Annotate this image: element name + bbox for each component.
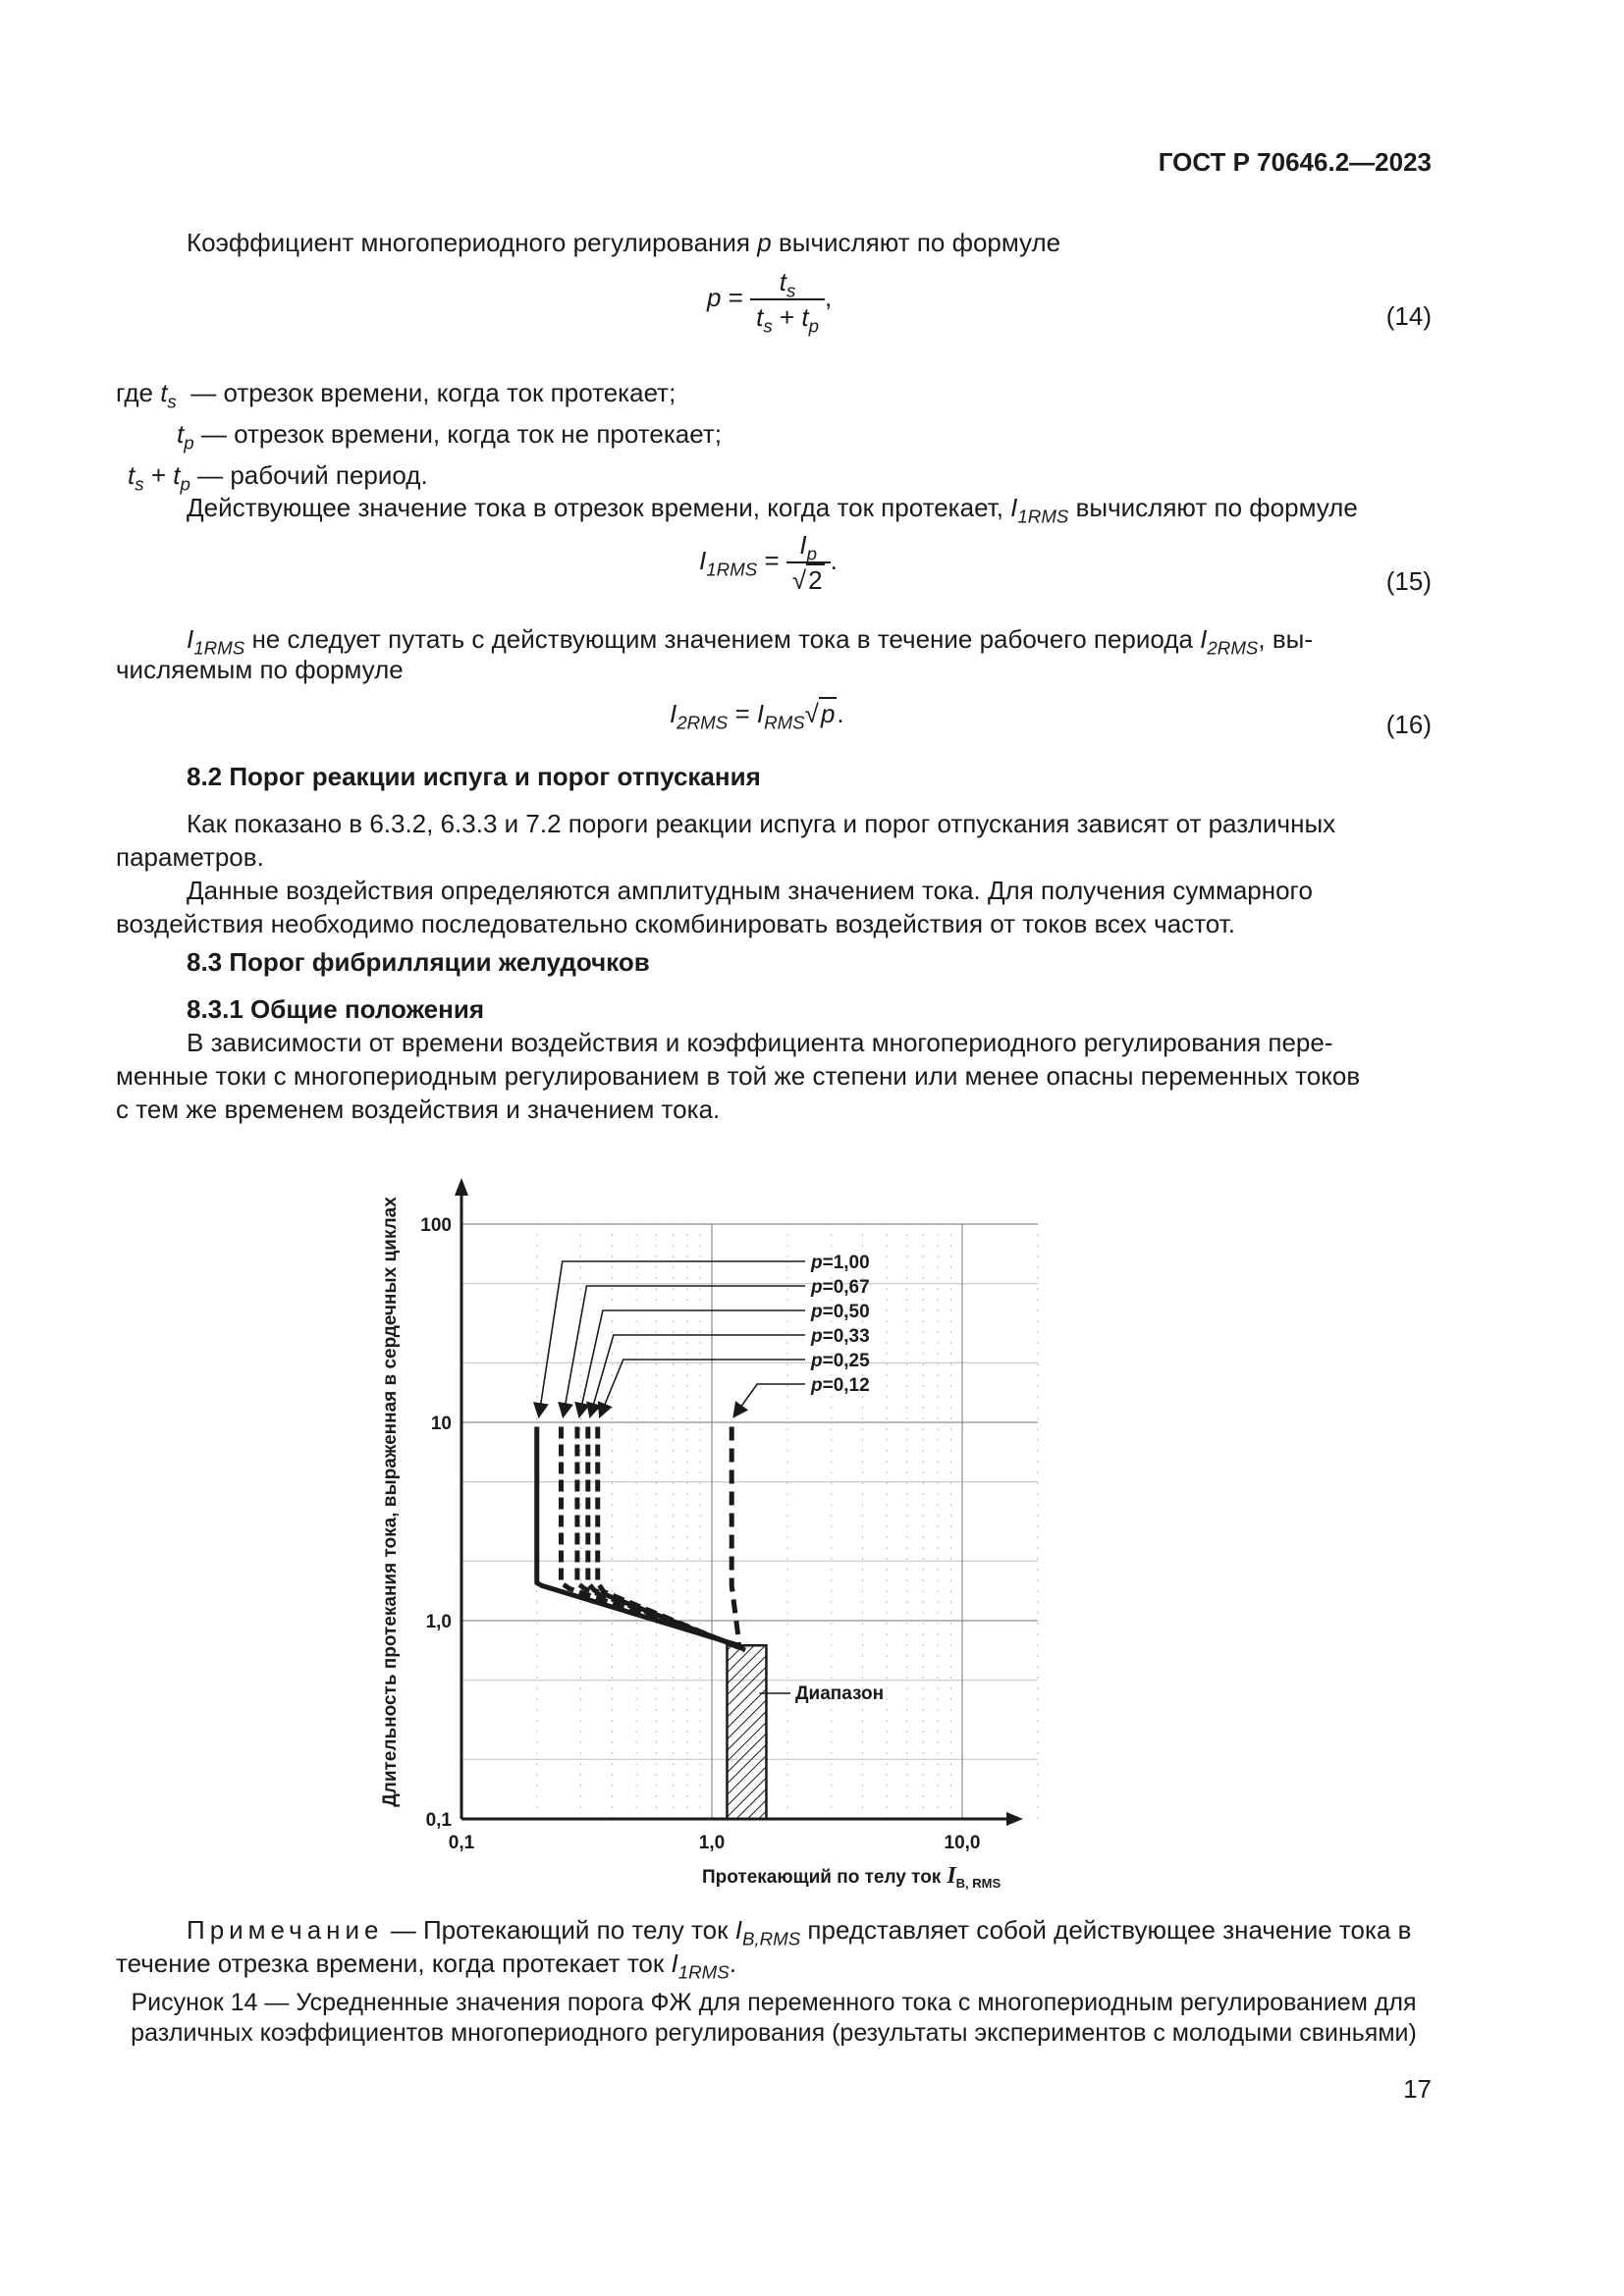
definition-ts: где $t_s$ — отрезок времени, когда ток протекает; [116, 378, 677, 412]
section-8-2-heading: 8.2 Порог реакции испуга и порог отпускания [187, 762, 761, 791]
legend-entry-4: p=0,25 [811, 1351, 870, 1371]
series-line-4 [598, 1426, 745, 1650]
legend-arrow-0 [539, 1261, 805, 1416]
section-8-2-p2b: воздействия необходимо последовательно скомбинировать воздействия от токов всех частот. [116, 909, 1235, 938]
x-axis-arrow [1006, 1812, 1023, 1826]
equation-number-14: (14) [1385, 301, 1432, 331]
y-tick-label: 0,1 [425, 1810, 452, 1831]
intro-suffix: вычисляют по формуле [778, 228, 1061, 257]
legend-arrow-4 [600, 1360, 805, 1416]
formula-14-eq: = [728, 282, 743, 312]
definition-tp-text: — отрезок времени, когда ток не протекает; [200, 419, 722, 449]
definition-tp: $t_p$ — отрезок времени, когда ток не протекает; [177, 419, 722, 454]
page-number: 17 [1403, 2074, 1432, 2104]
series-line-0 [537, 1426, 739, 1645]
section-8-2-p2: Данные воздействия определяются амплитудным значением тока. Для получения суммарного [187, 876, 1313, 905]
intro-paragraph [187, 226, 1060, 259]
chart-axes [455, 1178, 1023, 1826]
legend-entry-5: p=0,12 [811, 1375, 870, 1396]
definition-period-text: — рабочий период. [197, 460, 428, 490]
document-code: ГОСТ Р 70646.2—2023 [1158, 147, 1432, 177]
x-axis-label: Протекающий по телу ток $I_{B, RMS}$ [702, 1863, 1001, 1891]
series-line-2 [577, 1426, 742, 1647]
series-line-1 [561, 1426, 740, 1646]
legend-arrow-5 [733, 1384, 805, 1416]
intro-var: p [757, 228, 772, 257]
series-line-3 [588, 1426, 744, 1648]
legend-arrow-3 [590, 1335, 805, 1416]
section-8-2-p1b: параметров. [116, 842, 264, 872]
figure-caption-line2: различных коэффициентов многопериодного регулирования (результаты экспериментов с молодыми свиньями) [131, 2019, 1417, 2047]
range-annotation: Диапазон [795, 1683, 885, 1704]
equation-number-16: (16) [1385, 710, 1432, 739]
figure-note-line2: течение отрезка времени, когда протекает ток $I_{1RMS}$. [116, 1949, 736, 1983]
legend-entry-3: p=0,33 [811, 1326, 870, 1347]
section-8-3-1-p1: В зависимости от времени воздействия и коэффициента многопериодного регулирования пере- [187, 1028, 1333, 1057]
i1rms-paragraph: $I_{1RMS}$ не следует путать с действующим значением тока в течение рабочего периода $I_{2RMS}$, вы- [187, 624, 1313, 659]
figure-note: Примечание — Протекающий по телу ток $I_{B,RMS}$ представляет собой действующее значение тока в [187, 1915, 1412, 1949]
series-line-5 [731, 1426, 738, 1645]
y-tick-label: 100 [420, 1215, 452, 1236]
formula-14-lhs: p [707, 282, 722, 312]
definition-ts-text: — отрезок времени, когда ток протекает; [190, 378, 677, 407]
formula-14 [707, 265, 833, 337]
legend-entry-0: p=1,00 [811, 1253, 870, 1273]
legend-arrow-1 [563, 1286, 805, 1416]
section-8-3-1-p1b: менные токи с многопериодным регулированием в той же степени или менее опасны переменных токов [116, 1061, 1361, 1091]
legend-entry-1: p=0,67 [811, 1277, 870, 1298]
x-tick-label: 0,1 [448, 1833, 475, 1853]
intro-text: Коэффициент многопериодного регулирования [187, 228, 750, 257]
figure-caption [116, 1988, 1432, 2049]
legend-arrow-2 [579, 1310, 805, 1416]
y-tick-label: 10 [430, 1414, 452, 1434]
section-8-3-1-heading: 8.3.1 Общие положения [187, 994, 484, 1024]
definition-period: $t_s + t_p$ — рабочий период. [128, 460, 428, 495]
legend-entry-2: p=0,50 [811, 1302, 870, 1322]
formula-15-fraction: $\frac{I_p}{√2}$ [786, 528, 831, 597]
formula-16: $I_{2RMS} = I_{RMS}√p$. [670, 699, 844, 733]
formula-15: $I_{1RMS}$ = $\frac{I_p}{√2}$ . [699, 530, 838, 595]
i1rms-paragraph-line2: числяемым по формуле [116, 655, 404, 684]
y-axis-label: Длительность протекания тока, выраженная в сердечных циклах [380, 1197, 401, 1807]
section-8-3-heading: 8.3 Порог фибрилляции желудочков [187, 947, 650, 977]
y-tick-label: 1,0 [425, 1612, 452, 1632]
definition-where: где [116, 378, 153, 407]
formula-14-comma: , [825, 282, 833, 312]
formula-14-fraction [750, 265, 825, 337]
section-8-3-1-p1c: с тем же временем воздействия и значением тока. [116, 1095, 721, 1124]
y-axis-arrow [455, 1178, 468, 1196]
rms-paragraph: Действующее значение тока в отрезок времени, когда ток протекает, $I_{1RMS}$ вычисляют по формуле [187, 493, 1358, 527]
chart-grid [461, 1224, 1038, 1819]
formula-14-numerator: $t_s$ [750, 265, 825, 300]
equation-number-15: (15) [1385, 566, 1432, 596]
x-tick-label: 1,0 [698, 1833, 726, 1853]
formula-14-denominator: $t_s + t_p$ [756, 302, 820, 337]
range-band [727, 1645, 766, 1819]
x-tick-label: 10,0 [944, 1833, 981, 1853]
figure-caption-line1: Рисунок 14 — Усредненные значения порога ФЖ для переменного тока с многопериодным регулированием для [131, 1989, 1417, 2016]
section-8-2-p1: Как показано в 6.3.2, 6.3.3 и 7.2 пороги реакции испуга и порог отпускания зависят от различных [187, 809, 1336, 838]
